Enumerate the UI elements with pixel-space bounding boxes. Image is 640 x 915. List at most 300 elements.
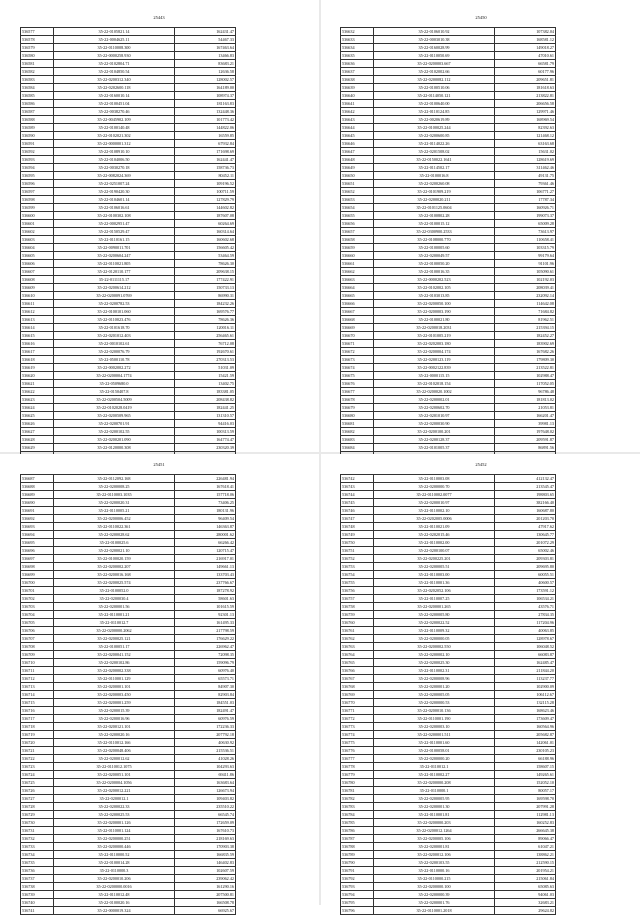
- record-id-cell: 536609: [21, 284, 54, 292]
- account-code-cell: 35-22-0110012.7: [54, 619, 175, 627]
- table-row: [341, 603, 556, 611]
- record-id-cell: 536579: [21, 44, 54, 52]
- table-row: [21, 587, 236, 595]
- table-row: [341, 819, 556, 827]
- record-id-cell: 536770: [341, 699, 374, 707]
- amount-cell: 209651.81: [495, 76, 556, 84]
- amount-cell: 133703.43: [175, 571, 236, 579]
- account-code-cell: 35-22-0200000.20: [374, 755, 495, 763]
- amount-cell: 126673.94: [175, 787, 236, 795]
- amount-cell: 158736.73: [175, 164, 236, 172]
- amount-cell: 129971.46: [495, 108, 556, 116]
- table-row: [341, 84, 556, 92]
- record-id-cell: 536754: [341, 571, 374, 579]
- amount-cell: 235510.22: [175, 803, 236, 811]
- account-code-cell: 35-22-0150407.8: [54, 388, 175, 396]
- amount-cell: 256465.61: [175, 332, 236, 340]
- account-code-cell: 35-22-0110012.1075: [54, 763, 175, 771]
- amount-cell: 215394.15: [495, 324, 556, 332]
- amount-cell: 102192.03: [495, 276, 556, 284]
- account-code-cell: 35-22-0110007.25: [374, 595, 495, 603]
- amount-cell: 101615.59: [175, 603, 236, 611]
- table-row: [21, 707, 236, 715]
- account-code-cell: 35-22-0120110.177: [54, 268, 175, 276]
- account-code-cell: 35-22-0100802.28: [374, 212, 495, 220]
- record-id-cell: 536618: [21, 356, 54, 364]
- record-id-cell: 536789: [341, 851, 374, 859]
- amount-cell: 54467.33: [175, 36, 236, 44]
- record-id-cell: 536728: [21, 803, 54, 811]
- page-25451: [0, 454, 318, 913]
- account-code-cell: 35-22-0110161.15: [54, 236, 175, 244]
- table-row: [21, 747, 236, 755]
- record-id-cell: 536745: [341, 499, 374, 507]
- account-code-cell: 35-22-0200000.0016: [54, 883, 175, 891]
- account-code-cell: 35-22-0110009.32: [374, 627, 495, 635]
- account-code-cell: 35-22-0200201.090: [54, 436, 175, 444]
- amount-cell: 160926.71: [495, 204, 556, 212]
- table-row: [341, 308, 556, 316]
- account-code-cell: 35-22-0020619.89: [374, 116, 495, 124]
- account-code-cell: 35-22-0030270.18: [54, 164, 175, 172]
- amount-cell: 142061.01: [495, 739, 556, 747]
- table-row: [341, 148, 556, 156]
- table-row: [21, 883, 236, 891]
- table-row: [341, 675, 556, 683]
- record-id-cell: 536680: [341, 412, 374, 420]
- record-id-cell: 536639: [341, 84, 374, 92]
- record-id-cell: 536778: [341, 763, 374, 771]
- account-code-cell: 35-22-0200004.174: [374, 348, 495, 356]
- record-id-cell: 536719: [21, 731, 54, 739]
- table-row: [341, 220, 556, 228]
- table-row: [21, 611, 236, 619]
- account-code-cell: 35-22-0190420.30: [54, 188, 175, 196]
- amount-cell: 180131.96: [175, 507, 236, 515]
- amount-cell: 40630.92: [175, 739, 236, 747]
- table-row: [341, 156, 556, 164]
- record-id-cell: 536683: [341, 436, 374, 444]
- amount-cell: 13466.83: [175, 52, 236, 60]
- record-id-cell: 536624: [21, 404, 54, 412]
- ledger-table: [20, 474, 236, 915]
- account-code-cell: 35-22-0102021.302: [54, 132, 175, 140]
- table-row: [21, 444, 236, 452]
- record-id-cell: 536599: [21, 204, 54, 212]
- account-code-cell: 35-22-0110012.1: [374, 763, 495, 771]
- table-row: [341, 204, 556, 212]
- amount-cell: 146402.83: [175, 859, 236, 867]
- table-row: [21, 875, 236, 883]
- table-row: [21, 180, 236, 188]
- account-code-cell: 35-22-0100101.060: [54, 308, 175, 316]
- record-id-cell: 536655: [341, 212, 374, 220]
- account-code-cell: 35-22-0100640.00: [374, 100, 495, 108]
- amount-cell: 160252.83: [495, 819, 556, 827]
- record-id-cell: 536610: [21, 292, 54, 300]
- amount-cell: 83683.21: [175, 60, 236, 68]
- record-id-cell: 536782: [341, 795, 374, 803]
- record-id-cell: 536767: [341, 675, 374, 683]
- amount-cell: 132115.28: [495, 699, 556, 707]
- account-code-cell: 35-22-0110000.215: [374, 875, 495, 883]
- record-id-cell: 536659: [341, 244, 374, 252]
- table-row: [21, 436, 236, 444]
- amount-cell: 94416.03: [175, 420, 236, 428]
- amount-cell: 182441.25: [175, 404, 236, 412]
- table-row: [21, 52, 236, 60]
- record-id-cell: 536734: [21, 851, 54, 859]
- table-row: [341, 891, 556, 899]
- account-code-cell: 35-22-0200006.452: [54, 515, 175, 523]
- account-code-cell: 35-22-0200025.30: [374, 659, 495, 667]
- table-row: [341, 579, 556, 587]
- record-id-cell: 536580: [21, 52, 54, 60]
- amount-cell: 201203.70: [495, 515, 556, 523]
- account-code-cell: 35-22-0103013.85: [374, 292, 495, 300]
- table-row: [21, 811, 236, 819]
- amount-cell: 47010.61: [495, 52, 556, 60]
- amount-cell: 66266.42: [175, 539, 236, 547]
- record-id-cell: 536654: [341, 204, 374, 212]
- table-row: [21, 539, 236, 547]
- amount-cell: 170903.38: [175, 843, 236, 851]
- record-id-cell: 536616: [21, 340, 54, 348]
- account-code-cell: 35-22-0200001.101: [54, 683, 175, 691]
- record-id-cell: 536729: [21, 811, 54, 819]
- account-code-cell: 35-22-0200005.05: [374, 691, 495, 699]
- account-code-cell: 35-22-0200004.1774: [54, 372, 175, 380]
- record-id-cell: 536635: [341, 52, 374, 60]
- record-id-cell: 536691: [21, 507, 54, 515]
- amount-cell: 112981.13: [495, 811, 556, 819]
- amount-cell: 207991.28: [495, 803, 556, 811]
- account-code-cell: 35-22-0160010.14: [54, 92, 175, 100]
- record-id-cell: 536578: [21, 36, 54, 44]
- amount-cell: 192670.61: [175, 348, 236, 356]
- account-code-cell: 35-22-0200076.79: [54, 348, 175, 356]
- account-code-cell: 35-22-0202005.0006: [374, 515, 495, 523]
- account-code-cell: 35-22-0200030.4: [54, 595, 175, 603]
- amount-cell: 78626.30: [175, 260, 236, 268]
- table-row: [21, 843, 236, 851]
- amount-cell: 166508.78: [175, 899, 236, 907]
- amount-cell: 167610.73: [175, 827, 236, 835]
- amount-cell: 184232.26: [175, 300, 236, 308]
- amount-cell: 41028.26: [175, 755, 236, 763]
- amount-cell: 172236.33: [175, 723, 236, 731]
- table-row: [341, 420, 556, 428]
- table-row: [21, 276, 236, 284]
- record-id-cell: 536723: [21, 763, 54, 771]
- table-row: [21, 220, 236, 228]
- table-row: [341, 627, 556, 635]
- table-row: [21, 76, 236, 84]
- record-id-cell: 536707: [21, 635, 54, 643]
- table-row: [341, 244, 556, 252]
- amount-cell: 183381.05: [175, 388, 236, 396]
- amount-cell: 81962.51: [495, 316, 556, 324]
- account-code-cell: 35-22-0202015.46: [374, 531, 495, 539]
- amount-cell: 167618.41: [175, 483, 236, 491]
- table-row: [21, 891, 236, 899]
- table-row: [341, 659, 556, 667]
- amount-cell: 113237.77: [495, 675, 556, 683]
- account-code-cell: 35-22-0000001.312: [54, 140, 175, 148]
- amount-cell: 206656.58: [495, 100, 556, 108]
- table-row: [341, 140, 556, 148]
- amount-cell: 16559.85: [175, 132, 236, 140]
- amount-cell: 76712.08: [175, 340, 236, 348]
- account-code-cell: 35-22-0110001.124: [54, 827, 175, 835]
- record-id-cell: 536656: [341, 220, 374, 228]
- account-code-cell: 35-22-0102018.154: [374, 380, 495, 388]
- account-code-cell: 35-22-0110005.21: [54, 507, 175, 515]
- account-code-cell: 35-22-0200012.106: [374, 851, 495, 859]
- amount-cell: 218169.63: [175, 835, 236, 843]
- account-code-cell: 35-22-0200128.37: [374, 436, 495, 444]
- amount-cell: 109196.52: [175, 180, 236, 188]
- account-code-cell: 35-22-0100020.16: [54, 899, 175, 907]
- table-row: [341, 356, 556, 364]
- table-row: [341, 28, 556, 36]
- amount-cell: 66188.96: [495, 755, 556, 763]
- table-row: [21, 499, 236, 507]
- table-row: [341, 523, 556, 531]
- amount-cell: 270313.53: [175, 356, 236, 364]
- table-row: [341, 332, 556, 340]
- table-row: [341, 292, 556, 300]
- record-id-cell: 536602: [21, 228, 54, 236]
- page-25452: [322, 454, 640, 913]
- account-code-cell: 35-22-0102002.105: [374, 284, 495, 292]
- record-id-cell: 536775: [341, 739, 374, 747]
- table-row: [341, 747, 556, 755]
- account-code-cell: 35-22-0200001.20: [374, 683, 495, 691]
- amount-cell: 66083.87: [495, 651, 556, 659]
- amount-cell: 166835.59: [175, 851, 236, 859]
- table-row: [341, 683, 556, 691]
- account-code-cell: 35-22-0200100.07: [374, 547, 495, 555]
- account-code-cell: 35-22-0200504.5009: [54, 396, 175, 404]
- account-code-cell: 35-22-0110002.31: [374, 667, 495, 675]
- account-code-cell: 35-22-0110012.166: [54, 739, 175, 747]
- amount-cell: 12636.58: [175, 68, 236, 76]
- amount-cell: 40600.57: [495, 579, 556, 587]
- record-id-cell: 536773: [341, 723, 374, 731]
- amount-cell: 280001.62: [175, 531, 236, 539]
- amount-cell: 226481.94: [175, 475, 236, 483]
- account-code-cell: 35-22-0100015.12: [374, 220, 495, 228]
- account-code-cell: 35-22-0200005.80: [374, 611, 495, 619]
- amount-cell: 66581.79: [495, 60, 556, 68]
- table-row: [341, 755, 556, 763]
- account-code-cell: 35-22-0200001.30: [374, 803, 495, 811]
- table-row: [341, 643, 556, 651]
- record-id-cell: 536787: [341, 835, 374, 843]
- record-id-cell: 536621: [21, 380, 54, 388]
- account-code-cell: 35-22-0200614.212: [54, 284, 175, 292]
- account-code-cell: 35-22-0200018.2031: [374, 324, 495, 332]
- table-row: [21, 491, 236, 499]
- record-id-cell: 536592: [21, 148, 54, 156]
- amount-cell: 21053.81: [495, 404, 556, 412]
- amount-cell: 167463.64: [175, 44, 236, 52]
- amount-cell: 121468.12: [495, 132, 556, 140]
- amount-cell: 130645.77: [495, 531, 556, 539]
- account-code-cell: 35-22-0110001.36: [374, 579, 495, 587]
- account-code-cell: 35-22-0105821.14: [54, 28, 175, 36]
- account-code-cell: 35-22-0202600.118: [54, 84, 175, 92]
- table-row: [341, 164, 556, 172]
- record-id-cell: 536738: [21, 883, 54, 891]
- record-id-cell: 536626: [21, 420, 54, 428]
- account-code-cell: 35-22-0110000.1: [374, 787, 495, 795]
- account-code-cell: 35-22-0200123.119: [374, 356, 495, 364]
- amount-cell: 40063.85: [495, 627, 556, 635]
- table-row: [21, 515, 236, 523]
- amount-cell: 65085.63: [495, 883, 556, 891]
- table-row: [21, 204, 236, 212]
- record-id-cell: 536795: [341, 899, 374, 907]
- account-code-cell: 35-22-0300900.2533: [374, 228, 495, 236]
- account-code-cell: 35-22-0200010.206: [54, 875, 175, 883]
- amount-cell: 105090.61: [495, 268, 556, 276]
- table-row: [21, 268, 236, 276]
- table-row: [341, 252, 556, 260]
- record-id-cell: 536791: [341, 867, 374, 875]
- amount-cell: 160602.68: [175, 236, 236, 244]
- account-code-cell: 35-22-0200003.450: [54, 691, 175, 699]
- amount-cell: 103315.79: [495, 244, 556, 252]
- amount-cell: 65573.71: [175, 675, 236, 683]
- account-code-cell: 35-22-0200000.2062: [54, 627, 175, 635]
- table-row: [21, 84, 236, 92]
- table-row: [21, 364, 236, 372]
- record-id-cell: 536721: [21, 747, 54, 755]
- account-code-cell: 35-22-0100016.35: [374, 268, 495, 276]
- table-row: [21, 723, 236, 731]
- amount-cell: 49131.75: [495, 172, 556, 180]
- table-row: [21, 380, 236, 388]
- table-row: [21, 260, 236, 268]
- amount-cell: 205682.87: [495, 731, 556, 739]
- amount-cell: 182452.27: [495, 332, 556, 340]
- account-code-cell: 35-22-0200002.550: [374, 643, 495, 651]
- record-id-cell: 536613: [21, 316, 54, 324]
- amount-cell: 162441.47: [175, 156, 236, 164]
- record-id-cell: 536749: [341, 531, 374, 539]
- record-id-cell: 536642: [341, 108, 374, 116]
- amount-cell: 216917.01: [175, 555, 236, 563]
- table-row: [341, 899, 556, 907]
- amount-cell: 128978.67: [495, 635, 556, 643]
- record-id-cell: 536614: [21, 324, 54, 332]
- table-row: [21, 132, 236, 140]
- account-code-cell: 35-22-0110002.10: [374, 507, 495, 515]
- amount-cell: 89066.47: [495, 835, 556, 843]
- amount-cell: 161290.16: [175, 883, 236, 891]
- table-row: [21, 164, 236, 172]
- amount-cell: 230320.39: [175, 444, 236, 452]
- account-code-cell: 35-22-0200022.33: [54, 803, 175, 811]
- table-row: [341, 428, 556, 436]
- record-id-cell: 536730: [21, 819, 54, 827]
- account-code-cell: 35-22-0200005.51: [374, 563, 495, 571]
- account-code-cell: 35-22-0200000.251: [54, 835, 175, 843]
- record-id-cell: 536710: [21, 659, 54, 667]
- account-code-cell: 35-22-0101125.0604: [374, 204, 495, 212]
- amount-cell: 183902.69: [495, 340, 556, 348]
- record-id-cell: 536671: [341, 340, 374, 348]
- account-code-cell: 35-22-0108910.10: [54, 148, 175, 156]
- table-row: [341, 787, 556, 795]
- table-row: [21, 340, 236, 348]
- amount-cell: 208039.41: [495, 284, 556, 292]
- account-code-cell: 35-22-0110000.16: [374, 867, 495, 875]
- account-code-cell: 35-22-0110001.81: [374, 811, 495, 819]
- amount-cell: 102900.09: [495, 683, 556, 691]
- table-row: [341, 76, 556, 84]
- table-row: [341, 547, 556, 555]
- record-id-cell: 536587: [21, 108, 54, 116]
- record-id-cell: 536761: [341, 627, 374, 635]
- ledger-table: [340, 474, 556, 915]
- record-id-cell: 536584: [21, 84, 54, 92]
- table-row: [341, 875, 556, 883]
- table-row: [341, 372, 556, 380]
- table-row: [341, 300, 556, 308]
- amount-cell: 217798.59: [175, 627, 236, 635]
- table-row: [21, 683, 236, 691]
- table-row: [341, 811, 556, 819]
- table-row: [341, 444, 556, 452]
- record-id-cell: 536596: [21, 180, 54, 188]
- table-row: [341, 475, 556, 483]
- table-row: [341, 380, 556, 388]
- record-id-cell: 536665: [341, 292, 374, 300]
- amount-cell: 226962.47: [175, 643, 236, 651]
- amount-cell: 213522.81: [495, 364, 556, 372]
- account-code-cell: 35-22-0200010.136: [374, 707, 495, 715]
- amount-cell: 215061.84: [495, 875, 556, 883]
- account-code-cell: 35-22-0000202.523: [374, 276, 495, 284]
- record-id-cell: 536619: [21, 364, 54, 372]
- account-code-cell: 35-22-0200020.16: [54, 731, 175, 739]
- account-code-cell: 35-22-0110001.2018: [374, 907, 495, 915]
- account-code-cell: 35-22-0200012.1: [54, 795, 175, 803]
- table-row: [341, 412, 556, 420]
- account-code-cell: 35-22-0100050.20: [374, 260, 495, 268]
- table-row: [21, 771, 236, 779]
- record-id-cell: 536674: [341, 364, 374, 372]
- record-id-cell: 536603: [21, 236, 54, 244]
- account-code-cell: 35-22-0200102.55: [54, 428, 175, 436]
- table-row: [21, 899, 236, 907]
- record-id-cell: 536640: [341, 92, 374, 100]
- table-row: [21, 428, 236, 436]
- account-code-cell: 35-22-0010102.61: [54, 340, 175, 348]
- amount-cell: 177422.91: [175, 276, 236, 284]
- account-code-cell: 35-22-0200103.55: [374, 859, 495, 867]
- account-code-cell: 35-22-0200000.39: [374, 891, 495, 899]
- table-row: [341, 851, 556, 859]
- record-id-cell: 536660: [341, 252, 374, 260]
- ledger-table: [20, 27, 236, 468]
- account-code-cell: 35-22-0200100.201: [374, 428, 495, 436]
- account-code-cell: 35-22-0500110.78: [54, 356, 175, 364]
- account-code-cell: 35-22-0200001.76: [374, 899, 495, 907]
